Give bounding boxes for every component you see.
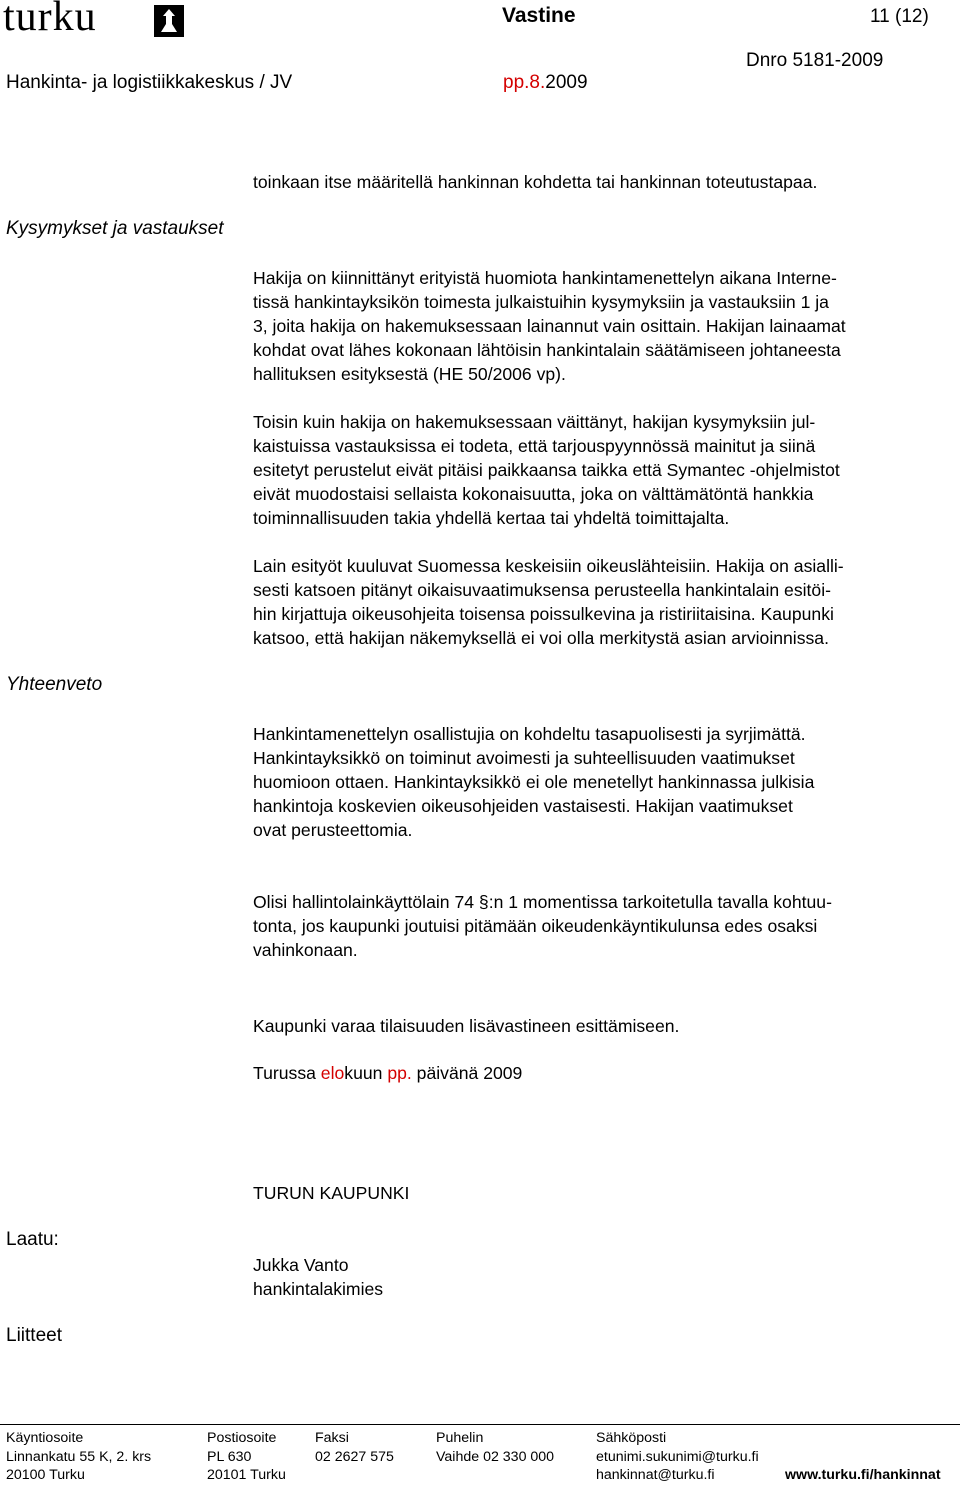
footer-value[interactable]: etunimi.sukunimi@turku.fi: [596, 1448, 759, 1465]
text-line: kaistuissa vastauksissa ei todeta, että tarjouspyynnössä mainitut ja siinä: [253, 436, 816, 456]
turku-logo: [3, 2, 185, 38]
questions-heading: Kysymykset ja vastaukset: [6, 218, 224, 239]
text-line: huomioon ottaen. Hankintayksikkö ei ole menetellyt hankinnassa julkisia: [253, 772, 815, 792]
text-line: katsoo, että hakijan näkemyksellä ei voi olla merkitystä asian arvioinnissa.: [253, 628, 829, 648]
date-year: 2009: [545, 72, 588, 93]
footer-label: Puhelin: [436, 1430, 484, 1446]
document-date: [503, 72, 588, 94]
date-placeholder: pp.8.: [503, 72, 546, 93]
text-line: esitetyt perustelut eivät pitäisi paikkaansa taikka että Symantec -ohjelmistot: [253, 460, 840, 480]
signer-name: Jukka Vanto: [253, 1255, 349, 1275]
text-line: ovat perusteettomia.: [253, 820, 413, 840]
footer-value: 02 2627 575: [315, 1448, 394, 1465]
footer-value: 20101 Turku: [207, 1467, 286, 1483]
text-line: Hakija on kiinnittänyt erityistä huomiota hankintamenettelyn aikana Interne-: [253, 268, 837, 288]
month-suffix: kuun: [344, 1063, 388, 1083]
text-line: vahinkonaan.: [253, 940, 358, 960]
paragraph-legal-sources: [253, 554, 957, 650]
footer-value[interactable]: hankinnat@turku.fi: [596, 1467, 715, 1483]
footer-value: Vaihde 02 330 000: [436, 1448, 555, 1465]
paragraph-reservation: Kaupunki varaa tilaisuuden lisävastineen esittämiseen.: [253, 1016, 680, 1036]
paragraph-questions: [253, 266, 957, 386]
footer-value: PL 630: [207, 1448, 252, 1465]
text-line: hankintoja koskevien oikeusohjeiden vastaisesti. Hakijan vaatimukset: [253, 796, 793, 816]
footer-label: Faksi: [315, 1430, 349, 1446]
text-line: toiminnallisuuden takia yhdellä kertaa tai yhdeltä toimittajalta.: [253, 508, 730, 528]
footer-label: Sähköposti: [596, 1430, 667, 1446]
place-and-date: [253, 1061, 957, 1085]
text-line: hallituksen esityksestä (HE 50/2006 vp).: [253, 364, 566, 384]
attachments-label: Liitteet: [6, 1325, 62, 1346]
place-text: Turussa: [253, 1063, 321, 1083]
footer-visiting-address: [6, 1429, 151, 1485]
page-footer: [0, 1424, 960, 1481]
text-line: kohdat ovat lähes kokonaan lähtöisin hankintalain säätämiseen johtaneesta: [253, 340, 841, 360]
text-line: tonta, jos kaupunki joutuisi pitämään oikeudenkäyntikulunsa edes osaksi: [253, 916, 818, 936]
organization-name: TURUN KAUPUNKI: [253, 1183, 410, 1203]
day-placeholder: pp.: [387, 1063, 412, 1083]
paragraph-answers: [253, 410, 957, 530]
logo-wordmark: turku: [3, 0, 97, 40]
text-line: Hankintayksikkö on toiminut avoimesti ja suhteellisuuden vaatimukset: [253, 748, 795, 768]
paragraph-continuation: toinkaan itse määritellä hankinnan kohdetta tai hankinnan toteutustapaa.: [253, 172, 818, 192]
city-crest-icon: [153, 4, 185, 38]
department-name: Hankinta- ja logistiikkakeskus / JV: [6, 72, 293, 93]
footer-label: Postiosoite: [207, 1430, 277, 1446]
footer-label: Käyntiosoite: [6, 1430, 84, 1446]
text-line: hin kirjattuja oikeusohjeita toisensa poissulkevina ja ristiriitaisina. Kaupunki: [253, 604, 834, 624]
footer-value: Linnankatu 55 K, 2. krs: [6, 1448, 152, 1465]
text-line: Hankintamenettelyn osallistujia on kohdeltu tasapuolisesti ja syrjimättä.: [253, 724, 806, 744]
paragraph-summary: [253, 722, 957, 842]
record-number: Dnro 5181-2009: [746, 50, 884, 71]
footer-value: 20100 Turku: [6, 1467, 85, 1483]
text-line: eivät muodostaisi sellaista kokonaisuutta, joka on välttämätöntä hankkia: [253, 484, 814, 504]
signer-title: hankintalakimies: [253, 1279, 384, 1299]
text-line: Lain esityöt kuuluvat Suomessa keskeisiin oikeuslähteisiin. Hakija on asialli-: [253, 556, 844, 576]
footer-website-link[interactable]: www.turku.fi/hankinnat: [785, 1467, 941, 1483]
text-line: tissä hankintayksikön toimesta julkaistuihin kysymyksiin ja vastauksiin 1 ja: [253, 292, 829, 312]
prepared-by-label: Laatu:: [6, 1229, 59, 1250]
document-type: Vastine: [502, 4, 576, 27]
summary-heading: Yhteenveto: [6, 674, 103, 695]
text-line: Toisin kuin hakija on hakemuksessaan väittänyt, hakijan kysymyksiin jul-: [253, 412, 816, 432]
date-tail: päivänä 2009: [411, 1063, 523, 1083]
page-number: 11 (12): [870, 6, 929, 27]
footer-phone: [436, 1429, 554, 1466]
text-line: Olisi hallintolainkäyttölain 74 §:n 1 momentissa tarkoitetulla tavalla kohtuu-: [253, 892, 832, 912]
footer-email: [596, 1429, 759, 1485]
month-placeholder: elo: [320, 1063, 345, 1083]
footer-postal-address: [207, 1429, 286, 1485]
paragraph-costs: [253, 890, 957, 962]
text-line: 3, joita hakija on hakemuksessaan lainannut vain osittain. Hakijan lainaamat: [253, 316, 846, 336]
footer-fax: [315, 1429, 394, 1466]
text-line: sesti katsoen pitänyt oikaisuvaatimuksensa perusteella hankintalain esitöi-: [253, 580, 831, 600]
